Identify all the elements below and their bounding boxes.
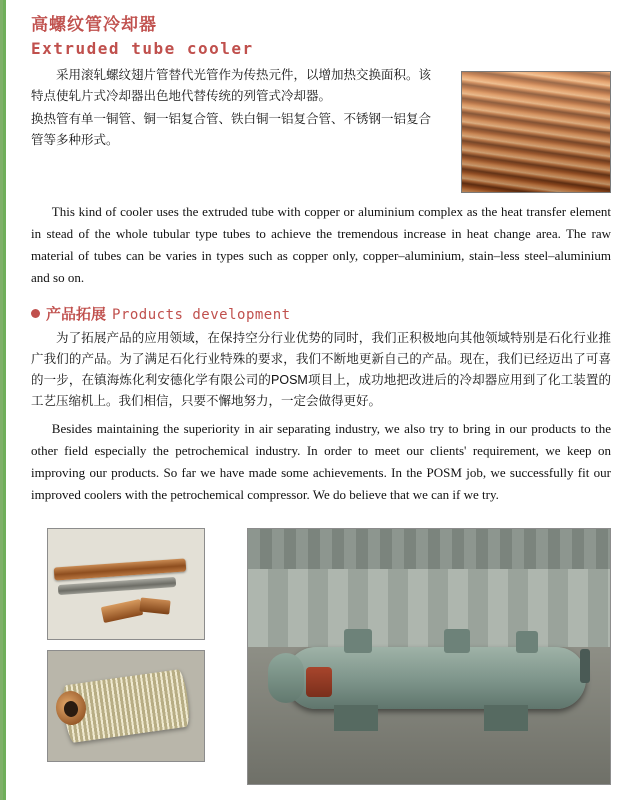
section2-paragraph-cn: 为了拓展产品的应用领域，在保持空分行业优势的同时，我们正积极地向其他领域特别是石化行业推广我们的产品。为了满足石化行业特殊的要求，我们不断地更新自己的产品。现在，我们已经迈出了可喜的一步，在镇海炼化利安德化学有限公司的POSM项目上，成功地把改进后的冷却器应用到了化工装置的工艺压缩机上。我们相信，只要不懈地努力，一定会做得更好。 <box>31 331 611 408</box>
bullet-dot-icon <box>31 309 40 318</box>
section2-paragraph-en: Besides maintaining the superiority in air separating industry, we also try to bring in our products to the other field especially the petrochemical industry. In order to meet our clients' requirement, we keep on improving our products. So far we have made some achievements. In the POSM job, we successfully fit our improved coolers with the petrochemical compressor. We do believe that we can if we try. <box>31 421 611 502</box>
intro-paragraph-en: This kind of cooler uses the extruded tube with copper or aluminium complex as the heat transfer element in stead of the whole tubular type tubes to achieve the tremendous increase in heat change area. The raw material of tubes can be varies in types such as copper only, copper–aluminium, stain–less steel–aluminium and so on. <box>31 204 611 285</box>
tube-offcut-shape-2 <box>139 597 170 614</box>
photo-column-left <box>47 528 205 785</box>
section-heading-en: Products development <box>112 307 291 323</box>
composite-tube-samples-image <box>47 528 205 640</box>
workshop-roof <box>248 529 610 569</box>
tube-gloss-overlay <box>462 72 610 192</box>
section-heading-products-development <box>31 303 611 324</box>
red-flange-shape <box>306 667 332 697</box>
photo-gallery <box>47 528 611 785</box>
nozzle-shape-1 <box>344 629 372 653</box>
intro-paragraph-cn-1: 采用滚轧螺纹翅片管替代光管作为传热元件，以增加热交换面积。该特点使轧片式冷却器出色地代替传统的列管式冷却器。 <box>31 68 432 103</box>
extruded-tube-closeup-image <box>461 71 611 193</box>
section-heading-cn: 产品拓展 <box>46 306 107 323</box>
nozzle-shape-3 <box>516 631 538 653</box>
page-title-english: Extruded tube cooler <box>31 39 254 58</box>
cooler-vessel-image <box>247 528 611 785</box>
workshop-wall-windows <box>248 569 610 647</box>
finned-tube-section-image <box>47 650 205 762</box>
saddle-support-1 <box>334 705 378 731</box>
left-green-rule <box>3 0 6 800</box>
intro-block <box>31 65 611 195</box>
intro-paragraph-cn-2: 换热管有单一铜管、铜一铝复合管、铁白铜一铝复合管、不锈钢一铝复合管等多种形式。 <box>31 112 432 147</box>
nozzle-shape-2 <box>444 629 470 653</box>
intro-text-column <box>31 65 431 151</box>
person-silhouette <box>580 649 590 683</box>
saddle-support-2 <box>484 705 528 731</box>
cooler-head-shape <box>268 653 304 703</box>
page-title-chinese: 高螺纹管冷却器 <box>31 15 157 34</box>
